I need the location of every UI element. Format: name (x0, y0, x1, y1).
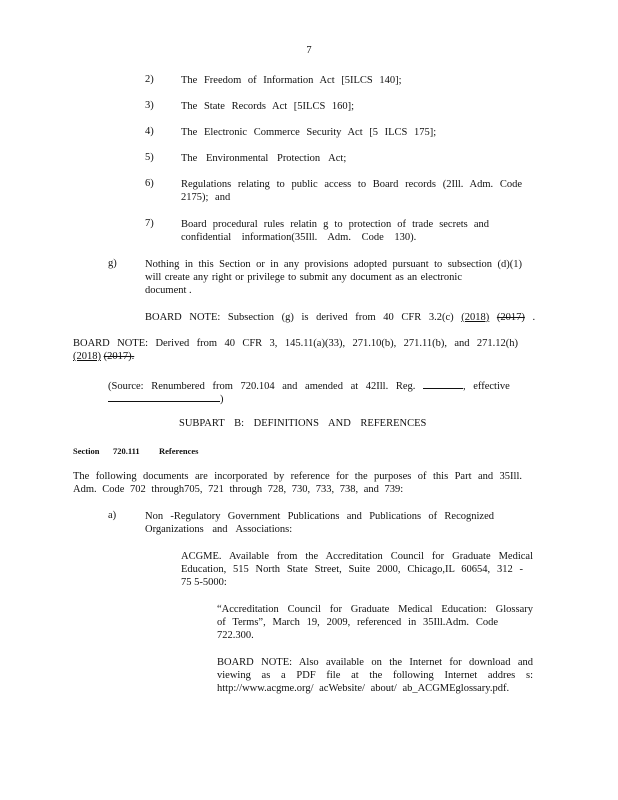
board-note: viewing as a PDF file at the following Internet addres s: (217, 670, 533, 681)
acgme-text: 75 5-5000: (181, 577, 227, 588)
subpart-heading: SUBPART B: DEFINITIONS AND REFERENCES (179, 418, 427, 429)
list-item-number: 7) (145, 218, 154, 229)
list-item-number: 5) (145, 152, 154, 163)
blank-line (423, 377, 463, 389)
list-item-text: 2175); and (181, 192, 231, 203)
board-note: BOARD NOTE: Derived from 40 CFR 3, 145.11(a)(33), 271.10(b), 271.11(b), and 271.12(h) (73, 338, 518, 349)
subsection-label: g) (108, 258, 117, 269)
intro-text: The following documents are incorporated by reference for the purposes of this Part and 35Ill. (73, 471, 522, 482)
section-label: Section (73, 446, 100, 456)
list-item-text: The State Records Act [5ILCS 160]; (181, 101, 355, 112)
glossary-text: 722.300. (217, 630, 254, 641)
subsection-text: Nothing in this Section or in any provisions adopted pursuant to subsection (d)(1) (145, 259, 522, 270)
subsection-text: will create any right or privilege to submit any document as an electronic (145, 272, 462, 283)
list-item-text: confidential information(35Ill. Adm. Code 130). (181, 232, 417, 243)
list-item-number: 4) (145, 126, 154, 137)
board-note-url: http://www.acgme.org/ acWebsite/ about/ ab_ACGMEglossary.pdf. (217, 683, 510, 694)
list-item-number: 6) (145, 178, 154, 189)
board-note: BOARD NOTE: Also available on the Internet for download and (217, 657, 533, 668)
page-number: 7 (306, 45, 312, 56)
acgme-text: ACGME. Available from the Accreditation Council for Graduate Medical (181, 551, 533, 562)
source-note: ) (108, 390, 224, 406)
blank-line (108, 390, 220, 402)
list-item-text: Board procedural rules relatin g to protection of trade secrets and (181, 219, 489, 230)
list-item-number: 3) (145, 100, 154, 111)
intro-text: Adm. Code 702 through705, 721 through 728, 730, 733, 738, and 739: (73, 484, 404, 495)
list-item-text: The Electronic Commerce Security Act [5 ILCS 175]; (181, 127, 437, 138)
board-note: BOARD NOTE: Subsection (g) is derived from 40 CFR 3.2(c) (2018) (2017) . (145, 312, 536, 323)
glossary-text: “Accreditation Council for Graduate Medical Education: Glossary (217, 604, 533, 615)
item-text: Non -Regulatory Government Publications and Publications of Recognized (145, 511, 494, 522)
acgme-text: Education, 515 North State Street, Suite 2000, Chicago,IL 60654, 312 - (181, 564, 523, 575)
list-item-text: The Freedom of Information Act [5ILCS 140]; (181, 75, 402, 86)
glossary-text: of Terms”, March 19, 2009, referenced in 35Ill.Adm. Code (217, 617, 498, 628)
section-number: 720.111 (113, 446, 140, 456)
item-text: Organizations and Associations: (145, 524, 293, 535)
section-title: References (159, 446, 199, 456)
board-note: (2018) (2017). (73, 351, 135, 362)
subsection-text: document . (145, 285, 192, 296)
list-item-number: 2) (145, 74, 154, 85)
source-note: (Source: Renumbered from 720.104 and amended at 42Ill. Reg. , effective (108, 377, 510, 393)
item-label: a) (108, 510, 117, 521)
list-item-text: The Environmental Protection Act; (181, 153, 347, 164)
list-item-text: Regulations relating to public access to Board records (2Ill. Adm. Code (181, 179, 522, 190)
